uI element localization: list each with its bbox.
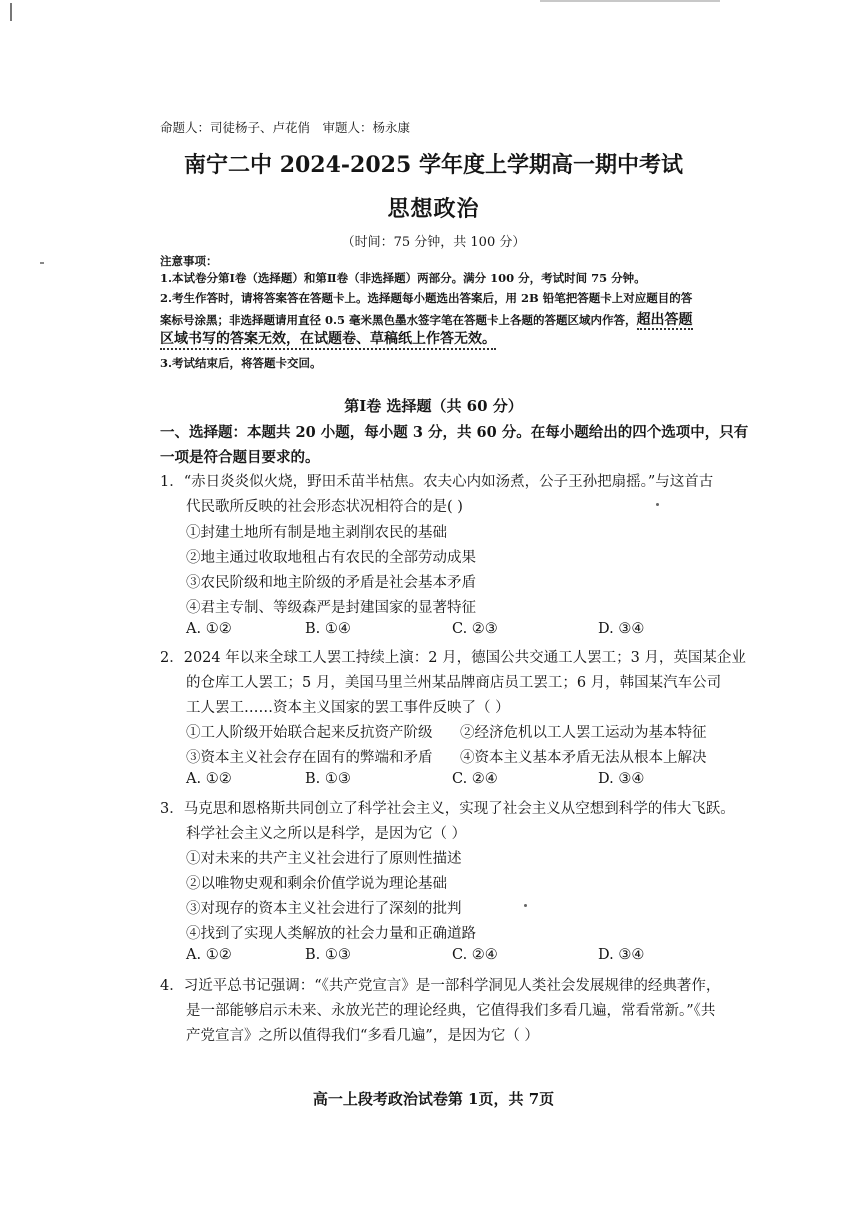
question-stem: 科学社会主义之所以是科学，是因为它（ ） bbox=[186, 826, 467, 842]
answer-option: D. ③④ bbox=[598, 621, 645, 637]
page-footer: 高一上段考政治试卷第 1页，共 7页 bbox=[312, 1090, 555, 1108]
notice-line: 2.考生作答时，请将答案答在答题卡上。选择题每小题选出答案后，用 2B 铅笔把答题卡上对应题目的答 bbox=[160, 291, 693, 305]
authors-line: 命题人：司徒杨子、卢花俏 审题人：杨永康 bbox=[160, 120, 411, 135]
statement-item: ②以唯物史观和剩余价值学说为理论基础 bbox=[186, 876, 447, 892]
notice-line: 1.本试卷分第Ⅰ卷（选择题）和第Ⅱ卷（非选择题）两部分。满分 100 分，考试时间 75 分钟。 bbox=[160, 271, 646, 285]
question-stem: 是一部能够启示未来、永放光芒的理论经典，它值得我们多看几遍，常看常新。”《共 bbox=[186, 1003, 716, 1019]
question-stem: 2．2024 年以来全球工人罢工持续上演：2 月，德国公共交通工人罢工；3 月，英国某企业 bbox=[160, 650, 746, 666]
statement-item: ①工人阶级开始联合起来反抗资产阶级 bbox=[186, 725, 433, 741]
answer-option: C. ②③ bbox=[452, 621, 498, 637]
time-info: （时间：75 分钟，共 100 分） bbox=[341, 235, 526, 250]
answer-option: A. ①② bbox=[186, 947, 232, 963]
statement-item: ③对现存的资本主义社会进行了深刻的批判 bbox=[186, 901, 462, 917]
question-stem: 1．“赤日炎炎似火烧，野田禾苗半枯焦。农夫心内如汤煮，公子王孙把扇摇。”与这首古 bbox=[160, 474, 714, 490]
scan-speck bbox=[656, 503, 659, 506]
statement-item: ③资本主义社会存在固有的弊端和矛盾 bbox=[186, 750, 433, 766]
statement-item: ①封建土地所有制是地主剥削农民的基础 bbox=[186, 525, 447, 541]
notice-emphasis: 超出答题 bbox=[636, 312, 693, 328]
question-stem: 代民歌所反映的社会形态状况相符合的是( ) bbox=[186, 499, 463, 515]
statement-item: ②地主通过收取地租占有农民的全部劳动成果 bbox=[186, 550, 476, 566]
answer-option: A. ①② bbox=[186, 621, 232, 637]
subject-title: 思想政治 bbox=[387, 197, 480, 222]
question-stem: 产党宣言》之所以值得我们“多看几遍”，是因为它（ ） bbox=[186, 1028, 539, 1044]
answer-option: C. ②④ bbox=[452, 771, 498, 787]
notice-line bbox=[160, 309, 693, 329]
question-stem: 3．马克思和恩格斯共同创立了科学社会主义，实现了社会主义从空想到科学的伟大飞跃。 bbox=[160, 801, 735, 817]
answer-option: A. ①② bbox=[186, 771, 232, 787]
notice-heading: 注意事项： bbox=[160, 254, 218, 268]
answer-option: C. ②④ bbox=[452, 947, 498, 963]
question-stem: 工人罢工……资本主义国家的罢工事件反映了（ ） bbox=[186, 700, 510, 716]
answer-option: B. ①③ bbox=[305, 947, 351, 963]
statement-item: ③农民阶级和地主阶级的矛盾是社会基本矛盾 bbox=[186, 575, 476, 591]
answer-option: B. ①④ bbox=[305, 621, 351, 637]
exam-title: 南宁二中 2024-2025 学年度上学期高一期中考试 bbox=[184, 152, 683, 178]
statement-item: ④找到了实现人类解放的社会力量和正确道路 bbox=[186, 926, 476, 942]
scan-speck bbox=[524, 904, 527, 907]
section-title: 第Ⅰ卷 选择题（共 60 分） bbox=[344, 397, 523, 415]
section-intro: 一、选择题：本题共 20 小题，每小题 3 分，共 60 分。在每小题给出的四个选项中，只有 bbox=[160, 424, 749, 441]
statement-item: ④资本主义基本矛盾无法从根本上解决 bbox=[460, 750, 707, 766]
scan-edge-mark bbox=[540, 0, 720, 2]
answer-option: D. ③④ bbox=[598, 947, 645, 963]
statement-item: ④君主专制、等级森严是封建国家的显著特征 bbox=[186, 600, 476, 616]
section-intro: 一项是符合题目要求的。 bbox=[160, 449, 320, 466]
statement-item: ①对未来的共产主义社会进行了原则性描述 bbox=[186, 851, 462, 867]
statement-item: ②经济危机以工人罢工运动为基本特征 bbox=[460, 725, 707, 741]
question-stem: 4．习近平总书记强调：“《共产党宣言》是一部科学洞见人类社会发展规律的经典著作， bbox=[160, 978, 721, 994]
scan-edge-mark bbox=[10, 3, 12, 21]
notice-emphasis: 区域书写的答案无效，在试题卷、草稿纸上作答无效。 bbox=[160, 328, 496, 350]
scan-edge-mark bbox=[40, 262, 44, 264]
notice-line: 3.考试结束后，将答题卡交回。 bbox=[160, 356, 322, 370]
answer-option: B. ①③ bbox=[305, 771, 351, 787]
answer-option: D. ③④ bbox=[598, 771, 645, 787]
notice-text: 案标号涂黑；非选择题请用直径 0.5 毫米黑色墨水签字笔在答题卡上各题的答题区域内作答， bbox=[160, 313, 637, 327]
question-stem: 的仓库工人罢工；5 月，美国马里兰州某品牌商店员工罢工；6 月，韩国某汽车公司 bbox=[186, 675, 722, 691]
